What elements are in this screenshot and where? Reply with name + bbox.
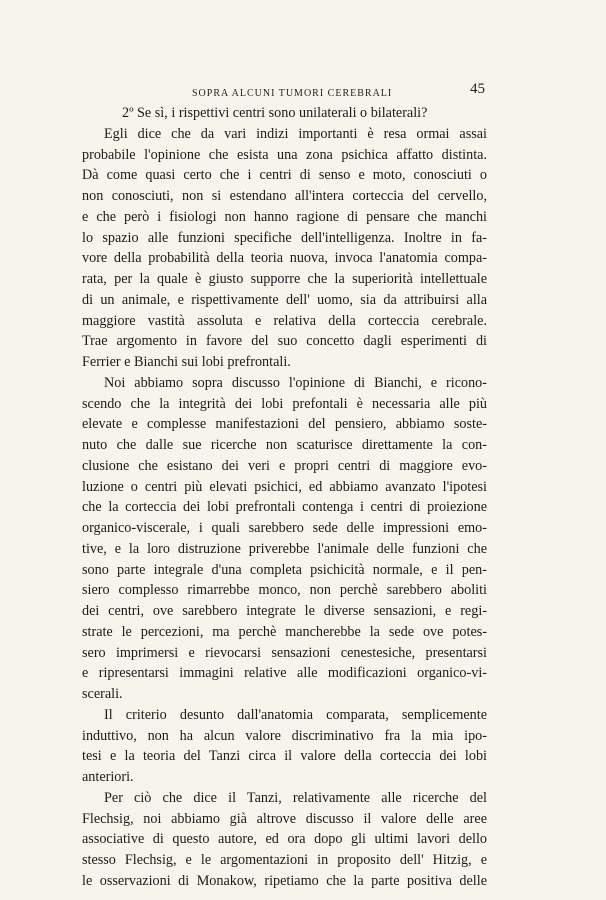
text-line: e che però i fisiologi non hanno ragione di pensare che manchi [82,208,487,225]
text-line: di un animale, e rispettivamente dell' uomo, sia da attribuirsi alla [82,291,487,308]
text-line: maggiore vastità assoluta e relativa della corteccia cerebrale. [82,312,487,329]
text-line: Noi abbiamo sopra discusso l'opinione di Bianchi, e ricono- [104,374,487,391]
text-line: associative di questo autore, ed ora dopo gli ultimi lavori dello [82,831,487,848]
text-line: rata, per la quale è giusto supporre che la superiorità intellettuale [82,271,487,287]
text-line: che la corteccia dei lobi prefrontali contenga i centri di proiezione [82,499,487,516]
page-number: 45 [470,81,485,97]
text-line: stesso Flechsig, e le argomentazioni in proposito dell' Hitzig, e [82,852,487,868]
text-line: le osservazioni di Monakow, ripetiamo che la parte positiva delle [82,872,487,889]
text-line: induttivo, non ha alcun valore discriminativo fra la mia ipo- [82,727,487,744]
text-line: e ripresentarsi immagini relative alle modificazioni organico-vi- [82,665,487,682]
text-line: lo spazio alle funzioni specifiche dell'intelligenza. Inoltre in fa- [82,229,487,246]
text-line: luzione o centri più elevati psichici, ed abbiamo avanzato l'ipotesi [82,478,487,495]
text-line: scerali. [82,686,123,702]
text-line: Per ciò che dice il Tanzi, relativamente alle ricerche del [104,789,487,806]
text-line: tive, e la loro distruzione priverebbe l'animale delle funzioni che [82,540,487,557]
text-line: clusione che esistano dei veri e propri centri di maggiore evo- [82,457,487,474]
text-line: probabile l'opinione che esista una zona psichica affatto distinta. [82,146,487,163]
text-line: siero complesso rimarrebbe monco, non perchè sarebbero aboliti [82,582,487,599]
text-line: Egli dice che da vari indizi importanti è resa ormai assai [104,125,487,142]
running-head: SOPRA ALCUNI TUMORI CEREBRALI [192,88,393,99]
text-line: anteriori. [82,769,134,785]
text-line: 2º Se sì, i rispettivi centri sono unilaterali o bilaterali? [122,105,428,121]
text-line: sono parte integrale d'una completa psichicità normale, e il pen- [82,561,487,578]
text-line: Flechsig, noi abbiamo già altrove discusso il valore delle aree [82,810,487,827]
text-line: scendo che la integrità dei lobi prefontali è necessaria alle più [82,395,487,412]
text-line: Trae argomento in favore del suo concetto dagli esperimenti di [82,333,487,350]
text-line: nuto che dalle sue ricerche non scaturisce direttamente la con- [82,437,487,453]
text-line: elevate e complesse manifestazioni del pensiero, abbiamo soste- [82,416,487,433]
text-line: sero imprimersi e rievocarsi sensazioni cenestesiche, presentarsi [82,644,487,661]
text-line: organico-viscerale, i quali sarebbero sede delle impressioni emo- [82,520,487,536]
text-line: vore della probabilità della teoria nuova, invoca l'anatomia compa- [82,250,487,267]
text-line: non conosciuti, non si estendano all'intera corteccia del cervello, [82,188,487,204]
body-text [82,103,487,892]
text-line: dei centri, ove sarebbero integrate le diverse sensazioni, e regi- [82,603,487,619]
text-line: strate le percezioni, ma perchè mancherebbe la sede ove potes- [82,623,487,640]
text-line: Ferrier e Bianchi sui lobi prefrontali. [82,354,291,370]
text-line: Dà come quasi certo che i centri di senso e moto, conosciuti o [82,167,487,184]
text-line: Il criterio desunto dall'anatomia comparata, semplicemente [104,706,487,723]
text-line: tesi e la teoria del Tanzi circa il valore della corteccia dei lobi [82,748,487,765]
